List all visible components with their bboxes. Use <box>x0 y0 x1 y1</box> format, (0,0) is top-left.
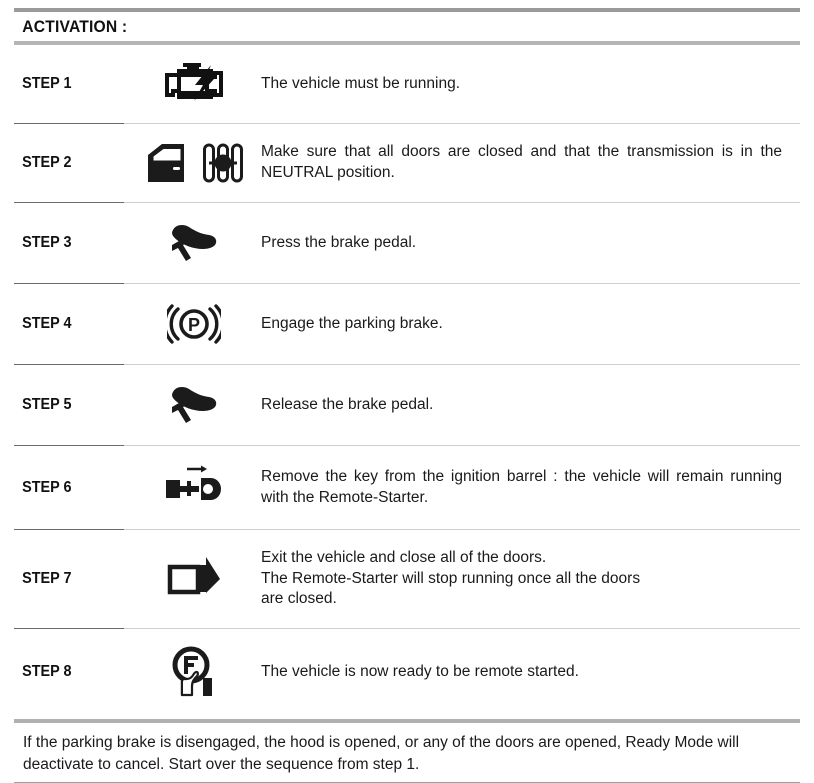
step-label: STEP 2 <box>22 154 72 171</box>
step-description: The vehicle must be running. <box>261 74 461 92</box>
table-row <box>14 365 800 445</box>
check-engine-lightning-icon <box>159 59 229 109</box>
step-description: The vehicle is now ready to be remote started. <box>261 662 579 680</box>
step-label: STEP 5 <box>22 396 72 413</box>
step-label: STEP 1 <box>22 75 72 92</box>
step-icon-cell <box>126 381 261 429</box>
step-description: Make sure that all doors are closed and that the transmission is in the NEUTRAL position. <box>261 143 782 181</box>
header-band <box>14 12 800 41</box>
table-row <box>14 203 800 283</box>
step-label: STEP 3 <box>22 234 72 251</box>
parking-brake-icon <box>167 300 221 348</box>
step-label: STEP 6 <box>22 478 72 496</box>
step-description: Press the brake pedal. <box>261 233 417 251</box>
step-icon-cell <box>126 141 261 185</box>
svg-text:P: P <box>187 315 200 335</box>
step-description: Exit the vehicle and close all of the doors. The Remote-Starter will stop running once all the doors are closed. <box>261 548 641 608</box>
step-label: STEP 8 <box>22 663 72 680</box>
step-icon-cell <box>126 59 261 109</box>
table-row <box>14 446 800 529</box>
step-icon-cell <box>126 555 261 603</box>
exit-vehicle-icon <box>166 555 222 603</box>
step-label: STEP 4 <box>22 315 72 332</box>
table-row <box>14 45 800 123</box>
foot-on-brake-pedal-icon <box>166 381 222 429</box>
step-icon-cell <box>126 219 261 267</box>
table-row <box>14 284 800 364</box>
transmission-neutral-icon <box>202 141 244 185</box>
foot-on-brake-pedal-icon <box>166 219 222 267</box>
key-removal-icon <box>163 465 225 511</box>
steps-table <box>14 45 800 715</box>
table-row <box>14 629 800 715</box>
step-icon-cell <box>126 300 261 348</box>
step-description: Release the brake pedal. <box>261 395 434 413</box>
step-label: STEP 7 <box>22 570 72 587</box>
step-description: Remove the key from the ignition barrel : the vehicle will remain running with the Remote-Starter. <box>261 467 782 506</box>
car-door-icon <box>144 141 188 185</box>
table-row <box>14 530 800 628</box>
page-title: ACTIVATION : <box>22 16 128 36</box>
table-row <box>14 124 800 202</box>
step-icon-cell <box>126 465 261 511</box>
activation-instruction-sheet <box>0 8 814 772</box>
remote-fob-press-icon <box>166 645 222 699</box>
footer-note: If the parking brake is disengaged, the hood is opened, or any of the doors are opened, Ready Mode will deactivate to cancel. Start over the sequence from step 1. <box>23 734 740 773</box>
step-description: Engage the parking brake. <box>261 314 443 332</box>
step-icon-cell <box>126 645 261 699</box>
